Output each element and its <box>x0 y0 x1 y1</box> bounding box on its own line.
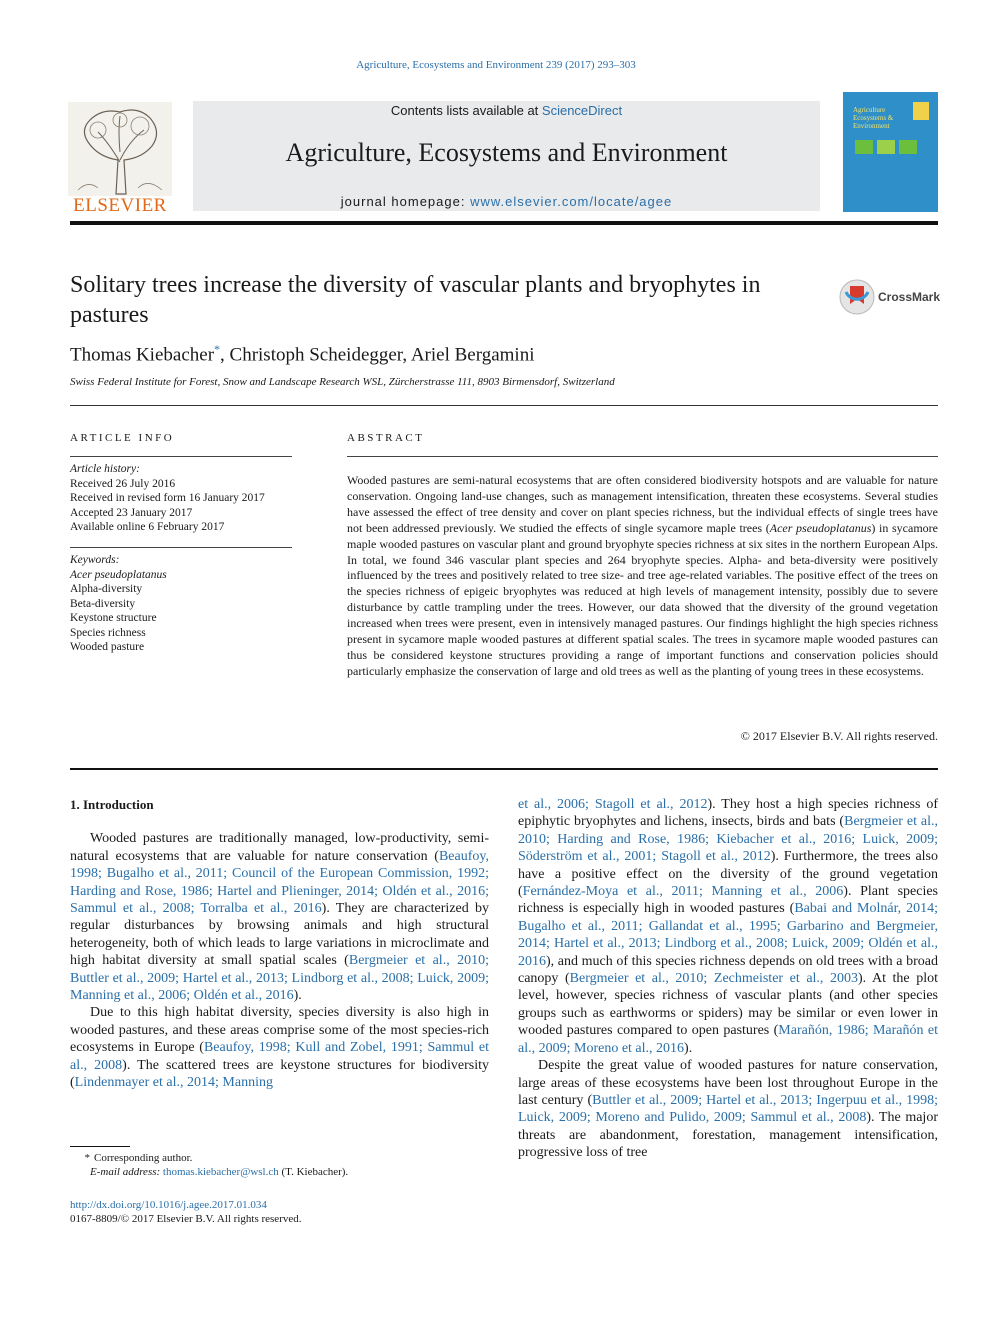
citation-link[interactable]: Bergmeier et al., 2010; Buttler et al., 2009; Hartel et al., 2013; Lindborg et al., 2008; Luick, 2009; Manning et al., 2006; Oldén et al., 2016 <box>70 953 489 1004</box>
sciencedirect-link[interactable]: ScienceDirect <box>541 103 623 118</box>
body-column-right <box>518 796 938 1162</box>
keyword: Keystone structure <box>70 612 157 624</box>
citation-link[interactable]: Lindenmayer et al., 2014; Manning <box>74 1075 273 1091</box>
keyword: Wooded pasture <box>70 641 145 653</box>
issn-line: 0167-8809/© 2017 Elsevier B.V. All rights reserved. <box>70 1213 302 1225</box>
citation-link[interactable]: Buttler et al., 2009; Hartel et al., 2013; Ingerpuu et al., 1998; Luick, 2009; Moreno and Pulido, 2009; Sammul et al., 2008 <box>518 1092 938 1126</box>
affiliation: Swiss Federal Institute for Forest, Snow and Landscape Research WSL, Zürcherstrasse 111, 8903 Birmensdorf, Switzerland <box>70 376 615 388</box>
crossmark-badge[interactable] <box>838 278 941 318</box>
doi-link[interactable]: http://dx.doi.org/10.1016/j.agee.2017.01.034 <box>70 1199 267 1211</box>
journal-name: Agriculture, Ecosystems and Environment <box>285 138 728 167</box>
corresponding-author-mark[interactable]: * <box>214 342 221 356</box>
history-item: Available online 6 February 2017 <box>70 521 225 533</box>
author-1: Thomas Kiebacher <box>70 344 215 366</box>
history-item: Received 26 July 2016 <box>70 477 176 490</box>
abstract-text: Wooded pastures are semi-natural ecosystems that are often considered biodiversity hotspots and are valuable for nature conservation. Ongoing land-use changes, such as management intensification, threaten these ecosystems. Several studies have assessed the effect of tree density and cover on plant species richness, but the individual effects of single trees have not been addressed previously. We studied the effects of single sycamore maple trees (Acer pseudoplatanus) in sycamore maple wooded pastures on vascular plant and ground bryophyte species richness at six sites in the northern European Alps. In total, we found 346 vascular plant species and 264 bryophyte species. Alpha- and beta-diversity were positively influenced by the trees and positively related to tree size- and tree age-related variables. The positive effect of the trees on the species richness of epigeic bryophytes was reduced at high levels of management intensity, possibly due to severe disturbance by cattle trampling under the trees. However, our data showed that the diversity of the ground vegetation increased when trees were present, even in intensively managed pastures. Our findings highlight the high species richness present in sycamore maple wooded pastures at different spatial scales. The trees in sycamore maple wooded pastures can thus be considered keystone structures providing a range of important functions and conservation policies should particularly emphasize the conservation of large and old trees as well as the planting of young trees in these ecosystems. <box>347 473 938 678</box>
other-authors: , Christoph Scheidegger, Ariel Bergamini <box>220 344 535 366</box>
keyword: Alpha-diversity <box>70 583 143 595</box>
homepage-link[interactable]: www.elsevier.com/locate/agee <box>470 194 673 209</box>
keywords <box>70 553 292 655</box>
keyword: Beta-diversity <box>70 597 136 610</box>
abstract-rule <box>347 456 938 457</box>
history-label: Article history: <box>70 463 140 475</box>
contents-line: Contents lists available at ScienceDirect <box>390 103 623 118</box>
email-link[interactable]: thomas.kiebacher@wsl.ch <box>162 1166 279 1178</box>
footer <box>70 1198 302 1226</box>
header-rule <box>70 221 938 225</box>
elsevier-logo <box>68 102 172 214</box>
species-name: Acer pseudoplatanus <box>769 520 872 535</box>
abstract-copyright: © 2017 Elsevier B.V. All rights reserved. <box>740 729 938 743</box>
history-item: Received in revised form 16 January 2017 <box>70 492 265 504</box>
citation-link[interactable]: Fernández-Moya et al., 2011; Manning et al., 2006 <box>522 884 844 900</box>
keyword: Acer pseudoplatanus <box>70 568 167 581</box>
article-info-heading: ARTICLE INFO <box>70 432 175 444</box>
paragraph: Despite the great value of wooded pastures for nature conservation, large areas of these ecosystems have been lost throughout Europe in the last century (Buttler et al., 2009; Hartel et al., 2013; Ingerpuu et al., 1998; Luick, 2009; Moreno and Pulido, 2009; Sammul et al., 2008). The major threats are abandonment, forestation, management intensification, progressive loss of tree <box>518 1058 938 1161</box>
paragraph: Due to this high habitat diversity, species diversity is also high in wooded pastures, and these areas comprise some of the most species-rich ecosystems in Europe (Beaufoy, 1998; Kull and Zobel, 1991; Sammul et al., 2008). The scattered trees are keystone structures for biodiversity (Lindenmayer et al., 2014; Manning <box>70 1005 489 1091</box>
article-title: Solitary trees increase the diversity of vascular plants and bryophytes in pastures <box>70 272 761 328</box>
body-rule <box>70 768 938 770</box>
keywords-rule <box>70 547 292 548</box>
authors <box>70 342 534 366</box>
paragraph: Wooded pastures are traditionally managed, low-productivity, semi-natural ecosystems that are valuable for nature conservation (Beaufoy, 1998; Bugalho et al., 2011; Council of the European Commission, 1992; Harding and Rose, 1986; Hartel and Plieninger, 2014; Oldén et al., 2016; Sammul et al., 2008; Torralba et al., 2016). They are characterized by regular disturbances by browsing animals and high structural heterogeneity, both of which leads to large variations in microclimate and high habitat diversity at small spatial scales (Bergmeier et al., 2010; Buttler et al., 2009; Hartel et al., 2013; Lindborg et al., 2008; Luick, 2009; Manning et al., 2006; Oldén et al., 2016). <box>70 831 489 1004</box>
section-heading: 1. Introduction <box>70 797 154 812</box>
journal-reference-link[interactable]: Agriculture, Ecosystems and Environment 239 (2017) 293–303 <box>356 59 636 71</box>
citation-link[interactable]: Beaufoy, 1998; Bugalho et al., 2011; Council of the European Commission, 1992; Harding and Rose, 1986; Hartel and Plieninger, 2014; Oldén et al., 2016; Sammul et al., 2008; Torralba et al., 2016 <box>70 848 489 917</box>
footnote <box>70 1151 348 1179</box>
email-note: E-mail address: thomas.kiebacher@wsl.ch (T. Kiebacher). <box>90 1166 349 1178</box>
abstract-heading: ABSTRACT <box>347 432 425 444</box>
history-item: Accepted 23 January 2017 <box>70 506 193 519</box>
article-history <box>70 462 292 535</box>
citation-link[interactable]: Marañón, 1986; Marañón et al., 2009; Moreno et al., 2016 <box>518 1023 938 1056</box>
keyword: Species richness <box>70 626 146 639</box>
journal-homepage: journal homepage: www.elsevier.com/locate/agee <box>340 194 673 209</box>
citation-link[interactable]: et al., 2006; Stagoll et al., 2012 <box>518 797 708 812</box>
article-info-rule <box>70 456 292 457</box>
elsevier-wordmark: ELSEVIER <box>73 195 167 216</box>
paragraph: et al., 2006; Stagoll et al., 2012). They host a high species richness of epiphytic bryophytes and lichens, insects, birds and bats (Bergmeier et al., 2010; Harding and Rose, 1986; Kiebacher et al., 2016; Luick, 2009; Söderström et al., 2001; Stagoll et al., 2012). Furthermore, the trees also have a positive effect on the diversity of the ground vegetation (Fernández-Moya et al., 2011; Manning et al., 2006). Plant species richness is especially high in wooded pastures (Babai and Molnár, 2014; Bugalho et al., 2011; Gallandat et al., 1995; Garbarino and Bergmeier, 2014; Hartel et al., 2013; Lindborg et al., 2008; Luick, 2009; Oldén et al., 2016), and much of this species richness depends on old trees with a broad canopy (Bergmeier et al., 2010; Zechmeister et al., 2003). At the plot level, however, species richness of vascular plants (and other species groups such as earthworms or spiders) may be similar or even lower in wooded pastures compared to open pastures (Marañón, 1986; Marañón et al., 2009; Moreno et al., 2016). <box>518 797 938 1056</box>
footnote-rule <box>70 1146 130 1147</box>
cover-title: Agriculture Ecosystems & Environment <box>853 106 894 130</box>
crossmark-label: CrossMark <box>878 290 941 304</box>
corresponding-note: * Corresponding author. <box>84 1152 193 1164</box>
citation-link[interactable]: Bergmeier et al., 2010; Zechmeister et al., 2003 <box>569 971 858 987</box>
citation-link[interactable]: Babai and Molnár, 2014; Bugalho et al., 2011; Gallandat et al., 1995; Garbarino and Bergmeier, 2014; Hartel et al., 2013; Lindborg et al., 2008; Luick, 2009; Oldén et al., 2016 <box>518 901 938 969</box>
keywords-label: Keywords: <box>70 554 120 566</box>
title-rule <box>70 405 938 406</box>
citation-link[interactable]: Beaufoy, 1998; Kull and Zobel, 1991; Sammul et al., 2008 <box>70 1040 489 1073</box>
citation-link[interactable]: Bergmeier et al., 2010; Harding and Rose, 1986; Kiebacher et al., 2016; Luick, 2009; Söderström et al., 2001; Stagoll et al., 2012 <box>518 814 938 865</box>
journal-cover-thumbnail[interactable] <box>843 92 938 212</box>
body-column-left <box>70 796 489 1092</box>
